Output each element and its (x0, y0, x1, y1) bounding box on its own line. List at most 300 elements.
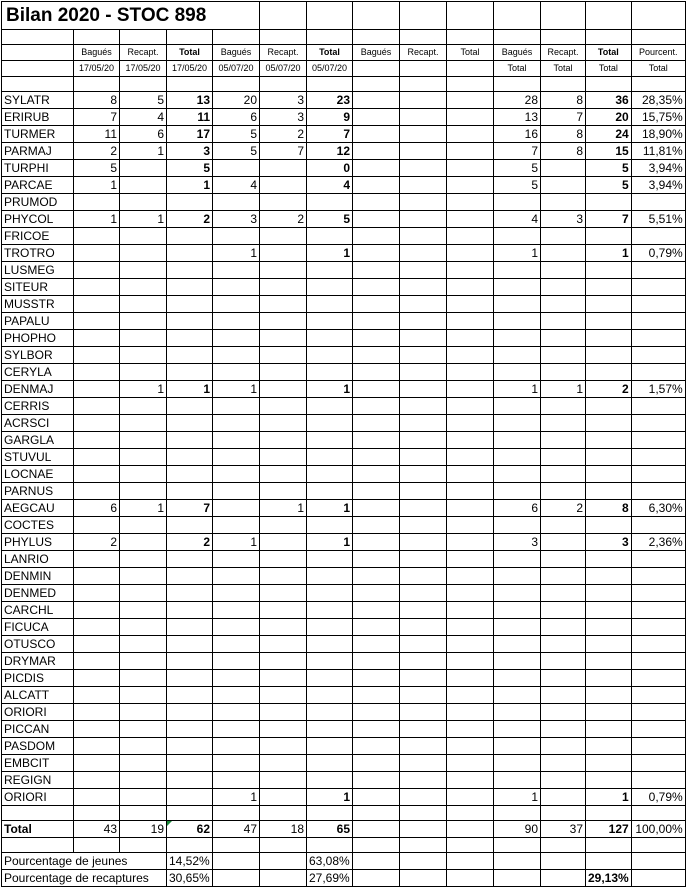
value-cell[interactable] (541, 466, 586, 483)
empty-cell[interactable] (307, 2, 353, 30)
value-cell[interactable] (167, 415, 213, 432)
value-cell[interactable] (307, 483, 353, 500)
empty-cell[interactable] (260, 870, 307, 887)
value-cell[interactable] (541, 772, 586, 789)
value-cell[interactable]: 1,57% (631, 381, 685, 398)
value-cell[interactable] (353, 160, 400, 177)
value-cell[interactable]: 1 (213, 245, 260, 262)
value-cell[interactable] (353, 194, 400, 211)
empty-cell[interactable] (494, 870, 541, 887)
value-cell[interactable] (74, 619, 120, 636)
value-cell[interactable] (74, 704, 120, 721)
species-code[interactable]: DENMAJ (2, 381, 74, 398)
value-cell[interactable] (213, 432, 260, 449)
value-cell[interactable] (494, 517, 541, 534)
value-cell[interactable] (631, 551, 685, 568)
value-cell[interactable]: 24 (586, 126, 632, 143)
value-cell[interactable] (400, 653, 447, 670)
value-cell[interactable] (213, 687, 260, 704)
species-code[interactable]: LANRIO (2, 551, 74, 568)
value-cell[interactable] (213, 296, 260, 313)
value-cell[interactable] (631, 653, 685, 670)
empty-cell[interactable] (447, 806, 494, 821)
value-cell[interactable] (260, 432, 307, 449)
value-cell[interactable] (400, 534, 447, 551)
value-cell[interactable] (447, 92, 494, 109)
column-header[interactable]: Bagués (494, 45, 541, 61)
empty-cell[interactable] (447, 870, 494, 887)
value-cell[interactable]: 2 (167, 534, 213, 551)
value-cell[interactable] (307, 670, 353, 687)
recaptures-label[interactable]: Pourcentage de recaptures (2, 870, 167, 887)
value-cell[interactable] (74, 415, 120, 432)
value-cell[interactable]: 7 (74, 109, 120, 126)
value-cell[interactable] (260, 415, 307, 432)
value-cell[interactable] (447, 364, 494, 381)
empty-cell[interactable] (167, 30, 213, 45)
value-cell[interactable] (307, 364, 353, 381)
value-cell[interactable] (447, 687, 494, 704)
value-cell[interactable] (631, 279, 685, 296)
value-cell[interactable]: 8 (541, 92, 586, 109)
value-cell[interactable] (167, 602, 213, 619)
empty-cell[interactable] (494, 77, 541, 92)
value-cell[interactable] (541, 670, 586, 687)
column-subheader[interactable] (353, 61, 400, 77)
empty-cell[interactable] (541, 30, 586, 45)
species-code[interactable]: TURPHI (2, 160, 74, 177)
value-cell[interactable] (447, 585, 494, 602)
value-cell[interactable] (586, 636, 632, 653)
value-cell[interactable] (494, 194, 541, 211)
value-cell[interactable] (120, 160, 167, 177)
value-cell[interactable]: 5 (213, 126, 260, 143)
value-cell[interactable] (353, 704, 400, 721)
value-cell[interactable]: 1 (213, 381, 260, 398)
value-cell[interactable] (631, 296, 685, 313)
value-cell[interactable]: 0,79% (631, 245, 685, 262)
value-cell[interactable]: 1 (494, 789, 541, 806)
value-cell[interactable] (586, 432, 632, 449)
value-cell[interactable] (120, 415, 167, 432)
value-cell[interactable] (120, 296, 167, 313)
total-cell[interactable] (400, 821, 447, 838)
empty-cell[interactable] (74, 77, 120, 92)
value-cell[interactable]: 5 (213, 143, 260, 160)
species-code[interactable]: PHYLUS (2, 534, 74, 551)
empty-cell[interactable] (447, 853, 494, 870)
value-cell[interactable] (447, 449, 494, 466)
value-cell[interactable]: 28,35% (631, 92, 685, 109)
value-cell[interactable] (494, 636, 541, 653)
value-cell[interactable] (260, 194, 307, 211)
column-header[interactable]: Bagués (353, 45, 400, 61)
column-header[interactable]: Total (307, 45, 353, 61)
species-code[interactable]: PARCAE (2, 177, 74, 194)
value-cell[interactable] (307, 296, 353, 313)
value-cell[interactable]: 7 (541, 109, 586, 126)
value-cell[interactable] (400, 296, 447, 313)
total-cell[interactable]: 43 (74, 821, 120, 838)
species-code[interactable]: ACRSCI (2, 415, 74, 432)
value-cell[interactable] (167, 364, 213, 381)
empty-cell[interactable] (307, 838, 353, 853)
value-cell[interactable] (353, 92, 400, 109)
empty-cell[interactable] (631, 870, 685, 887)
value-cell[interactable] (260, 721, 307, 738)
value-cell[interactable] (494, 568, 541, 585)
value-cell[interactable]: 11 (167, 109, 213, 126)
value-cell[interactable] (213, 483, 260, 500)
value-cell[interactable] (586, 228, 632, 245)
value-cell[interactable] (447, 551, 494, 568)
species-code[interactable]: PARMAJ (2, 143, 74, 160)
value-cell[interactable] (541, 602, 586, 619)
value-cell[interactable] (74, 279, 120, 296)
value-cell[interactable] (307, 602, 353, 619)
value-cell[interactable] (586, 330, 632, 347)
value-cell[interactable] (260, 160, 307, 177)
value-cell[interactable] (541, 160, 586, 177)
empty-cell[interactable] (353, 77, 400, 92)
value-cell[interactable] (213, 415, 260, 432)
value-cell[interactable] (353, 228, 400, 245)
value-cell[interactable] (541, 721, 586, 738)
value-cell[interactable] (631, 670, 685, 687)
value-cell[interactable] (586, 653, 632, 670)
value-cell[interactable] (631, 704, 685, 721)
column-subheader[interactable]: 17/05/20 (74, 61, 120, 77)
value-cell[interactable] (447, 517, 494, 534)
value-cell[interactable] (120, 398, 167, 415)
value-cell[interactable] (167, 789, 213, 806)
value-cell[interactable] (260, 789, 307, 806)
column-header[interactable]: Recapt. (120, 45, 167, 61)
value-cell[interactable] (586, 687, 632, 704)
value-cell[interactable] (307, 755, 353, 772)
species-code[interactable]: PAPALU (2, 313, 74, 330)
value-cell[interactable] (447, 194, 494, 211)
value-cell[interactable] (494, 602, 541, 619)
species-code[interactable]: PARNUS (2, 483, 74, 500)
value-cell[interactable] (260, 534, 307, 551)
value-cell[interactable] (447, 160, 494, 177)
value-cell[interactable]: 4 (120, 109, 167, 126)
value-cell[interactable] (167, 466, 213, 483)
value-cell[interactable] (494, 551, 541, 568)
value-cell[interactable] (213, 755, 260, 772)
value-cell[interactable] (400, 415, 447, 432)
total-cell[interactable]: 62 (167, 821, 213, 838)
value-cell[interactable]: 3 (541, 211, 586, 228)
column-subheader[interactable] (400, 61, 447, 77)
value-cell[interactable] (400, 109, 447, 126)
value-cell[interactable]: 15,75% (631, 109, 685, 126)
column-header[interactable]: Total (167, 45, 213, 61)
value-cell[interactable] (631, 262, 685, 279)
value-cell[interactable] (260, 381, 307, 398)
value-cell[interactable] (447, 211, 494, 228)
value-cell[interactable] (400, 432, 447, 449)
value-cell[interactable] (353, 143, 400, 160)
value-cell[interactable] (74, 449, 120, 466)
column-subheader[interactable]: 17/05/20 (120, 61, 167, 77)
value-cell[interactable] (260, 449, 307, 466)
value-cell[interactable] (631, 364, 685, 381)
species-code[interactable]: ALCATT (2, 687, 74, 704)
empty-cell[interactable] (260, 853, 307, 870)
value-cell[interactable] (541, 483, 586, 500)
value-cell[interactable] (74, 313, 120, 330)
value-cell[interactable] (353, 177, 400, 194)
value-cell[interactable] (494, 313, 541, 330)
value-cell[interactable] (400, 194, 447, 211)
value-cell[interactable] (307, 517, 353, 534)
total-cell[interactable]: 18 (260, 821, 307, 838)
value-cell[interactable] (400, 704, 447, 721)
empty-cell[interactable] (447, 77, 494, 92)
value-cell[interactable] (213, 279, 260, 296)
value-cell[interactable] (447, 670, 494, 687)
value-cell[interactable]: 2,36% (631, 534, 685, 551)
value-cell[interactable] (447, 228, 494, 245)
empty-cell[interactable] (213, 30, 260, 45)
value-cell[interactable] (213, 449, 260, 466)
value-cell[interactable] (213, 364, 260, 381)
value-cell[interactable] (120, 670, 167, 687)
value-cell[interactable] (213, 500, 260, 517)
value-cell[interactable]: 17 (167, 126, 213, 143)
column-header[interactable]: Recapt. (400, 45, 447, 61)
value-cell[interactable]: 1 (494, 381, 541, 398)
species-code[interactable]: CERRIS (2, 398, 74, 415)
value-cell[interactable] (167, 568, 213, 585)
column-header[interactable]: Total (447, 45, 494, 61)
value-cell[interactable] (586, 517, 632, 534)
value-cell[interactable] (307, 347, 353, 364)
value-cell[interactable] (447, 789, 494, 806)
value-cell[interactable] (353, 517, 400, 534)
column-subheader[interactable]: 05/07/20 (260, 61, 307, 77)
value-cell[interactable] (260, 517, 307, 534)
value-cell[interactable] (74, 721, 120, 738)
value-cell[interactable] (541, 398, 586, 415)
value-cell[interactable] (541, 449, 586, 466)
value-cell[interactable]: 2 (260, 211, 307, 228)
value-cell[interactable] (260, 670, 307, 687)
value-cell[interactable] (447, 500, 494, 517)
value-cell[interactable] (353, 415, 400, 432)
empty-cell[interactable] (631, 77, 685, 92)
value-cell[interactable]: 2 (167, 211, 213, 228)
value-cell[interactable] (447, 432, 494, 449)
value-cell[interactable]: 1 (74, 211, 120, 228)
value-cell[interactable] (213, 568, 260, 585)
value-cell[interactable] (74, 670, 120, 687)
empty-cell[interactable] (494, 806, 541, 821)
value-cell[interactable]: 20 (586, 109, 632, 126)
value-cell[interactable] (120, 279, 167, 296)
value-cell[interactable] (494, 449, 541, 466)
value-cell[interactable] (260, 228, 307, 245)
empty-cell[interactable] (260, 806, 307, 821)
value-cell[interactable] (541, 415, 586, 432)
value-cell[interactable] (353, 687, 400, 704)
empty-cell[interactable] (2, 806, 74, 821)
value-cell[interactable] (307, 279, 353, 296)
empty-cell[interactable] (400, 853, 447, 870)
empty-cell[interactable] (2, 61, 74, 77)
value-cell[interactable] (586, 466, 632, 483)
value-cell[interactable]: 5 (586, 177, 632, 194)
value-cell[interactable] (400, 789, 447, 806)
value-cell[interactable] (447, 636, 494, 653)
total-cell[interactable]: 127 (586, 821, 632, 838)
value-cell[interactable] (260, 466, 307, 483)
value-cell[interactable] (120, 449, 167, 466)
value-cell[interactable] (260, 398, 307, 415)
species-code[interactable]: REGIGN (2, 772, 74, 789)
column-subheader[interactable]: 05/07/20 (307, 61, 353, 77)
species-code[interactable]: STUVUL (2, 449, 74, 466)
value-cell[interactable] (353, 398, 400, 415)
empty-cell[interactable] (494, 30, 541, 45)
value-cell[interactable] (447, 755, 494, 772)
value-cell[interactable] (213, 602, 260, 619)
value-cell[interactable] (631, 755, 685, 772)
value-cell[interactable] (586, 398, 632, 415)
value-cell[interactable] (213, 670, 260, 687)
value-cell[interactable] (213, 619, 260, 636)
value-cell[interactable] (447, 262, 494, 279)
value-cell[interactable] (400, 687, 447, 704)
column-header[interactable]: Pourcent. (631, 45, 685, 61)
total-cell[interactable]: 100,00% (631, 821, 685, 838)
value-cell[interactable] (400, 772, 447, 789)
value-cell[interactable] (307, 568, 353, 585)
value-cell[interactable] (74, 568, 120, 585)
value-cell[interactable]: 23 (307, 92, 353, 109)
value-cell[interactable] (74, 194, 120, 211)
value-cell[interactable] (494, 721, 541, 738)
value-cell[interactable] (353, 653, 400, 670)
value-cell[interactable] (353, 568, 400, 585)
empty-cell[interactable] (400, 30, 447, 45)
value-cell[interactable] (307, 619, 353, 636)
value-cell[interactable] (353, 755, 400, 772)
value-cell[interactable] (307, 313, 353, 330)
value-cell[interactable] (494, 296, 541, 313)
empty-cell[interactable] (167, 77, 213, 92)
value-cell[interactable] (400, 721, 447, 738)
total-label[interactable]: Total (2, 821, 74, 838)
recaptures-session1[interactable]: 30,65% (167, 870, 213, 887)
value-cell[interactable] (541, 245, 586, 262)
value-cell[interactable] (213, 228, 260, 245)
value-cell[interactable] (631, 330, 685, 347)
value-cell[interactable] (213, 738, 260, 755)
value-cell[interactable] (307, 432, 353, 449)
value-cell[interactable] (541, 687, 586, 704)
column-header[interactable]: Recapt. (260, 45, 307, 61)
value-cell[interactable] (494, 738, 541, 755)
value-cell[interactable] (260, 483, 307, 500)
value-cell[interactable] (260, 738, 307, 755)
value-cell[interactable] (74, 347, 120, 364)
value-cell[interactable] (213, 772, 260, 789)
value-cell[interactable]: 28 (494, 92, 541, 109)
value-cell[interactable] (541, 551, 586, 568)
value-cell[interactable]: 12 (307, 143, 353, 160)
value-cell[interactable]: 3 (260, 92, 307, 109)
value-cell[interactable] (447, 534, 494, 551)
value-cell[interactable] (541, 347, 586, 364)
empty-cell[interactable] (120, 806, 167, 821)
value-cell[interactable] (447, 772, 494, 789)
value-cell[interactable] (167, 330, 213, 347)
value-cell[interactable] (120, 517, 167, 534)
value-cell[interactable] (400, 262, 447, 279)
value-cell[interactable] (447, 381, 494, 398)
value-cell[interactable]: 1 (120, 500, 167, 517)
value-cell[interactable] (400, 92, 447, 109)
value-cell[interactable] (541, 177, 586, 194)
value-cell[interactable] (586, 602, 632, 619)
value-cell[interactable] (307, 704, 353, 721)
empty-cell[interactable] (74, 806, 120, 821)
value-cell[interactable] (213, 466, 260, 483)
species-code[interactable]: TROTRO (2, 245, 74, 262)
value-cell[interactable] (167, 755, 213, 772)
column-subheader[interactable]: Total (631, 61, 685, 77)
value-cell[interactable] (447, 568, 494, 585)
value-cell[interactable] (541, 364, 586, 381)
value-cell[interactable]: 2 (74, 534, 120, 551)
value-cell[interactable] (586, 262, 632, 279)
value-cell[interactable] (260, 772, 307, 789)
value-cell[interactable]: 6 (74, 500, 120, 517)
empty-cell[interactable] (586, 77, 632, 92)
value-cell[interactable] (213, 194, 260, 211)
value-cell[interactable]: 15 (586, 143, 632, 160)
total-cell[interactable] (447, 821, 494, 838)
value-cell[interactable]: 5 (586, 160, 632, 177)
empty-cell[interactable] (400, 806, 447, 821)
value-cell[interactable] (353, 262, 400, 279)
value-cell[interactable] (353, 330, 400, 347)
value-cell[interactable] (541, 432, 586, 449)
value-cell[interactable] (494, 483, 541, 500)
value-cell[interactable]: 20 (213, 92, 260, 109)
value-cell[interactable] (167, 432, 213, 449)
value-cell[interactable] (260, 636, 307, 653)
value-cell[interactable] (213, 636, 260, 653)
empty-cell[interactable] (120, 30, 167, 45)
empty-cell[interactable] (260, 2, 307, 30)
value-cell[interactable] (74, 772, 120, 789)
value-cell[interactable]: 5 (74, 160, 120, 177)
value-cell[interactable] (447, 619, 494, 636)
value-cell[interactable] (120, 755, 167, 772)
value-cell[interactable] (167, 313, 213, 330)
value-cell[interactable] (541, 755, 586, 772)
value-cell[interactable] (74, 330, 120, 347)
empty-cell[interactable] (213, 806, 260, 821)
species-code[interactable]: PICCAN (2, 721, 74, 738)
value-cell[interactable] (167, 228, 213, 245)
empty-cell[interactable] (494, 838, 541, 853)
empty-cell[interactable] (167, 806, 213, 821)
